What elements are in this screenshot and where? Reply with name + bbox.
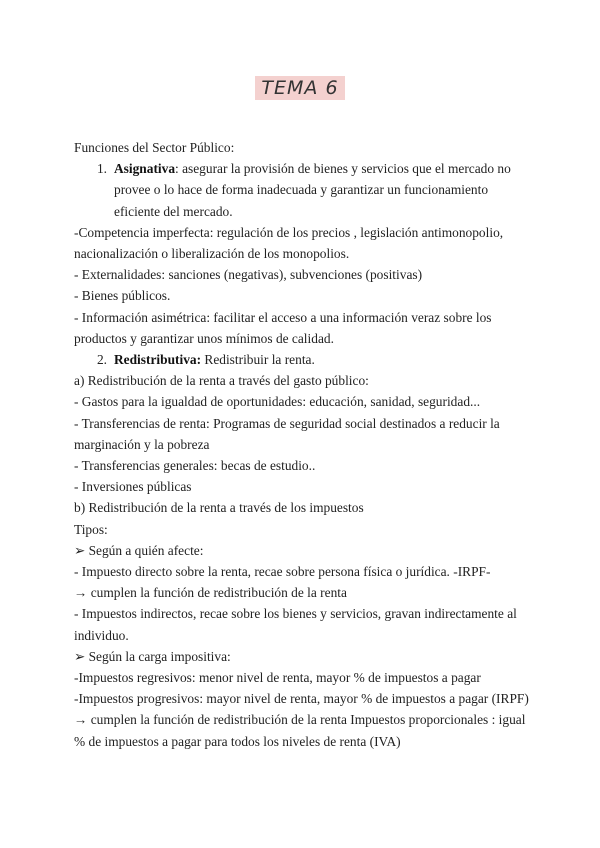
page-title: TEMA 6 [255, 76, 344, 100]
paragraph: - Gastos para la igualdad de oportunidades: educación, sanidad, seguridad... [74, 394, 481, 410]
term-label: Redistributiva: [114, 352, 202, 368]
list-item-redistributiva [74, 349, 534, 370]
paragraph: - Impuesto directo sobre la renta, recae sobre persona física o jurídica. -IRPF- [74, 564, 491, 580]
document-body [74, 137, 534, 752]
list-body [114, 349, 534, 370]
paragraph: - Externalidades: sanciones (negativas), subvenciones (positivas) [74, 267, 423, 283]
paragraph: → cumplen la función de redistribución de la renta [74, 585, 347, 601]
paragraph: -Competencia imperfecta: regulación de los precios , legislación antimonopolio, nacionalización o liberalización de los monopolios. [74, 224, 504, 262]
paragraph: b) Redistribución de la renta a través de los impuestos [74, 500, 364, 516]
section-heading: Funciones del Sector Público: [74, 140, 235, 155]
list-number: 1. [96, 161, 107, 177]
paragraph: Tipos: [74, 521, 108, 537]
paragraph: -Impuestos regresivos: menor nivel de renta, mayor % de impuestos a pagar [74, 670, 481, 686]
paragraph: -Impuestos progresivos: mayor nivel de renta, mayor % de impuestos a pagar (IRPF) [74, 691, 529, 707]
list-body [114, 158, 534, 222]
term-label: Asignativa [114, 161, 176, 177]
term-text: : asegurar la provisión de bienes y servicios que el mercado no provee o lo hace de forma inadecuada y garantizar un funcionamiento eficiente del mercado. [114, 161, 511, 219]
paragraph: - Transferencias de renta: Programas de seguridad social destinados a reducir la marginación y la pobreza [74, 415, 500, 452]
term-text: Redistribuir la renta. [201, 352, 315, 368]
bullet-heading: ➢ Según a quién afecte: [74, 542, 204, 558]
list-item-asignativa [74, 158, 534, 222]
paragraph: - Transferencias generales: becas de estudio.. [74, 458, 316, 474]
paragraph: - Impuestos indirectos, recae sobre los bienes y servicios, gravan indirectamente al individuo. [74, 606, 517, 643]
paragraph: → cumplen la función de redistribución de la renta Impuestos proporcionales : igual % de impuestos a pagar para todos los niveles de renta (IVA) [74, 712, 526, 749]
title-wrap [0, 76, 600, 100]
list-number: 2. [96, 352, 107, 368]
paragraph: a) Redistribución de la renta a través del gasto público: [74, 373, 369, 389]
bullet-heading: ➢ Según la carga impositiva: [74, 648, 231, 664]
paragraph: - Bienes públicos. [74, 288, 171, 304]
paragraph: - Información asimétrica: facilitar el acceso a una información veraz sobre los productos y garantizar unos mínimos de calidad. [74, 309, 492, 346]
paragraph: - Inversiones públicas [74, 479, 192, 495]
